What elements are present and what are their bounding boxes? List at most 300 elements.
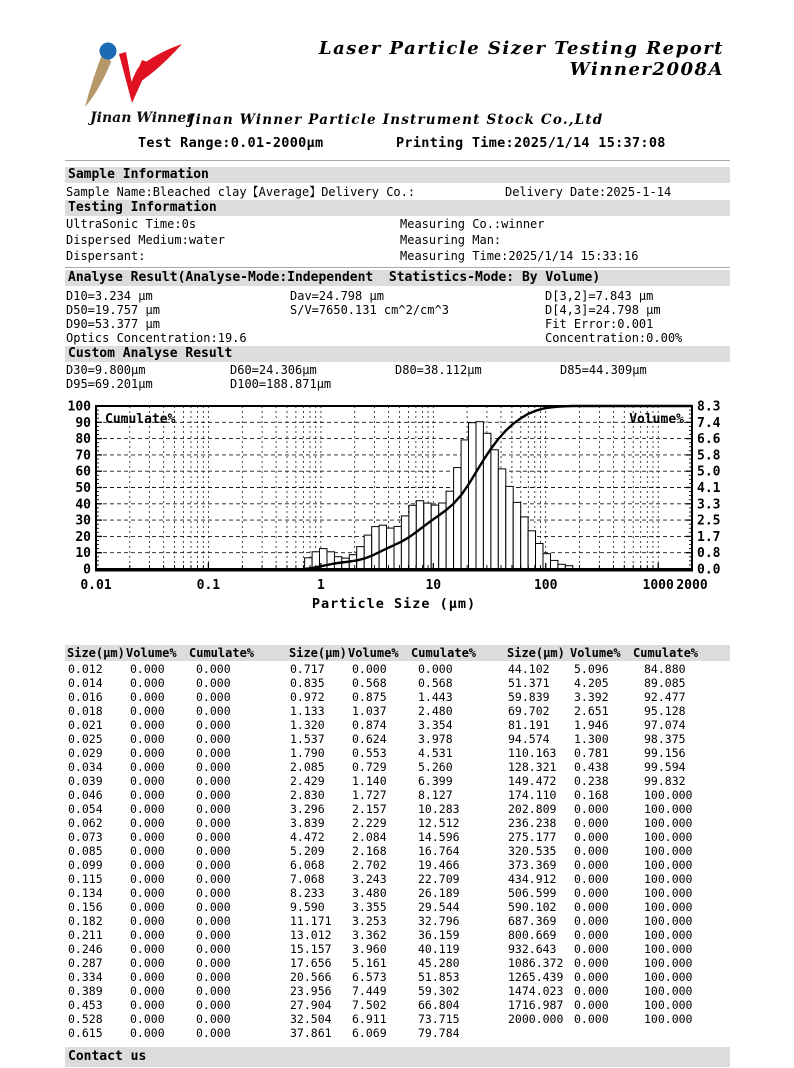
table-cell: 3.978 <box>418 732 453 746</box>
table-cell: 0.046 <box>68 788 103 802</box>
table-row <box>65 732 730 746</box>
table-cell: 17.656 <box>290 956 332 970</box>
table-cell: 100.000 <box>644 844 693 858</box>
d85-value: D85=44.309μm <box>560 363 647 377</box>
table-cell: 1.946 <box>574 718 609 732</box>
table-cell: 51.853 <box>418 970 460 984</box>
svg-text:5.0: 5.0 <box>697 464 721 480</box>
svg-text:1: 1 <box>316 578 325 593</box>
dav-value: Dav=24.798 μm <box>290 289 384 303</box>
dispersant: Dispersant: <box>66 249 146 263</box>
table-cell: 44.102 <box>508 662 550 676</box>
table-cell: 15.157 <box>290 942 332 956</box>
table-cell: 4.205 <box>574 676 609 690</box>
table-cell: 0.453 <box>68 998 103 1012</box>
table-row <box>65 746 730 760</box>
table-cell: 6.911 <box>352 1012 387 1026</box>
table-cell: 8.233 <box>290 886 325 900</box>
table-cell: 69.702 <box>508 704 550 718</box>
table-cell: 3.243 <box>352 872 387 886</box>
table-cell: 79.784 <box>418 1026 460 1040</box>
table-cell: 14.596 <box>418 830 460 844</box>
table-cell: 932.643 <box>508 942 557 956</box>
table-cell: 3.362 <box>352 928 387 942</box>
table-cell: 32.796 <box>418 914 460 928</box>
table-cell: 0.034 <box>68 760 103 774</box>
table-row <box>65 816 730 830</box>
table-cell: 0.000 <box>130 760 165 774</box>
table-cell: 1.300 <box>574 732 609 746</box>
table-cell: 5.096 <box>574 662 609 676</box>
table-cell: 0.000 <box>574 886 609 900</box>
table-cell: 0.000 <box>574 900 609 914</box>
table-row <box>65 928 730 942</box>
table-cell: 0.000 <box>130 984 165 998</box>
table-row <box>65 1012 730 1026</box>
table-cell: 0.615 <box>68 1026 103 1040</box>
measuring-man: Measuring Man: <box>400 233 502 247</box>
table-cell: 320.535 <box>508 844 557 858</box>
table-cell: 100.000 <box>644 956 693 970</box>
table-cell: 2.651 <box>574 704 609 718</box>
table-cell: 0.000 <box>130 774 165 788</box>
table-cell: 100.000 <box>644 998 693 1012</box>
table-cell: 0.000 <box>196 1012 231 1026</box>
table-cell: 0.000 <box>574 830 609 844</box>
svg-text:20: 20 <box>75 529 91 545</box>
test-range: Test Range:0.01-2000μm <box>138 135 324 151</box>
table-cell: 100.000 <box>644 1012 693 1026</box>
table-cell: 94.574 <box>508 732 550 746</box>
table-cell: 92.477 <box>644 690 686 704</box>
svg-text:8.3: 8.3 <box>697 399 721 415</box>
table-cell: 0.000 <box>130 1012 165 1026</box>
table-cell: 0.000 <box>130 886 165 900</box>
d10-value: D10=3.234 μm <box>66 289 153 303</box>
table-cell: 0.000 <box>196 788 231 802</box>
table-cell: 0.000 <box>130 788 165 802</box>
table-cell: 2.229 <box>352 816 387 830</box>
table-cell: 0.000 <box>130 690 165 704</box>
table-cell: 1086.372 <box>508 956 564 970</box>
table-row <box>65 984 730 998</box>
table-cell: 0.287 <box>68 956 103 970</box>
column-header: Size(μm) <box>507 646 565 660</box>
table-cell: 0.000 <box>196 956 231 970</box>
table-cell: 0.000 <box>130 844 165 858</box>
table-cell: 3.354 <box>418 718 453 732</box>
table-cell: 4.472 <box>290 830 325 844</box>
table-cell: 0.000 <box>196 970 231 984</box>
svg-text:90: 90 <box>75 415 91 431</box>
svg-text:Cumulate%: Cumulate% <box>105 412 176 427</box>
table-cell: 110.163 <box>508 746 557 760</box>
column-header: Cumulate% <box>411 646 477 660</box>
table-cell: 95.128 <box>644 704 686 718</box>
svg-text:Volume%: Volume% <box>629 412 684 427</box>
printing-time: Printing Time:2025/1/14 15:37:08 <box>396 135 666 151</box>
table-cell: 0.000 <box>574 858 609 872</box>
column-header: Volume% <box>570 646 621 660</box>
svg-text:30: 30 <box>75 513 91 529</box>
table-row <box>65 676 730 690</box>
table-row <box>65 956 730 970</box>
table-cell: 2000.000 <box>508 1012 564 1026</box>
table-cell: 0.553 <box>352 746 387 760</box>
column-header: Cumulate% <box>189 646 255 660</box>
table-cell: 3.392 <box>574 690 609 704</box>
table-cell: 0.000 <box>196 746 231 760</box>
d90-value: D90=53.377 μm <box>66 317 160 331</box>
table-cell: 0.000 <box>130 746 165 760</box>
svg-text:0.1: 0.1 <box>196 578 221 593</box>
table-cell: 3.839 <box>290 816 325 830</box>
svg-text:4.1: 4.1 <box>697 481 721 496</box>
table-cell: 51.371 <box>508 676 550 690</box>
table-cell: 1474.023 <box>508 984 564 998</box>
table-cell: 100.000 <box>644 970 693 984</box>
table-cell: 0.000 <box>130 732 165 746</box>
table-cell: 434.912 <box>508 872 557 886</box>
svg-text:3.3: 3.3 <box>697 497 721 513</box>
table-cell: 0.000 <box>196 760 231 774</box>
table-cell: 0.062 <box>68 816 103 830</box>
table-cell: 100.000 <box>644 816 693 830</box>
svg-text:2000: 2000 <box>676 578 708 593</box>
table-cell: 0.000 <box>574 872 609 886</box>
svg-text:50: 50 <box>75 481 91 496</box>
table-cell: 0.000 <box>196 774 231 788</box>
table-row <box>65 662 730 676</box>
table-cell: 7.502 <box>352 998 387 1012</box>
table-cell: 0.972 <box>290 690 325 704</box>
table-cell: 100.000 <box>644 802 693 816</box>
table-cell: 0.039 <box>68 774 103 788</box>
table-cell: 4.531 <box>418 746 453 760</box>
table-cell: 1.320 <box>290 718 325 732</box>
table-cell: 81.191 <box>508 718 550 732</box>
table-cell: 0.874 <box>352 718 387 732</box>
table-cell: 0.134 <box>68 886 103 900</box>
column-header: Volume% <box>126 646 177 660</box>
table-cell: 22.709 <box>418 872 460 886</box>
table-cell: 100.000 <box>644 830 693 844</box>
table-cell: 100.000 <box>644 942 693 956</box>
table-cell: 0.000 <box>130 942 165 956</box>
table-cell: 59.839 <box>508 690 550 704</box>
table-cell: 0.000 <box>196 928 231 942</box>
table-row <box>65 914 730 928</box>
optics-concentration: Optics Concentration:19.6 <box>66 331 247 345</box>
table-cell: 1.727 <box>352 788 387 802</box>
table-cell: 8.127 <box>418 788 453 802</box>
table-cell: 0.246 <box>68 942 103 956</box>
table-cell: 0.054 <box>68 802 103 816</box>
table-cell: 40.119 <box>418 942 460 956</box>
svg-text:1.7: 1.7 <box>697 529 721 545</box>
svg-text:70: 70 <box>75 448 91 464</box>
table-row <box>65 998 730 1012</box>
table-cell: 0.115 <box>68 872 103 886</box>
table-cell: 0.000 <box>574 998 609 1012</box>
table-cell: 45.280 <box>418 956 460 970</box>
svg-text:7.4: 7.4 <box>697 415 721 431</box>
table-cell: 0.568 <box>352 676 387 690</box>
table-cell: 13.012 <box>290 928 332 942</box>
table-cell: 2.084 <box>352 830 387 844</box>
table-cell: 0.000 <box>130 830 165 844</box>
table-row <box>65 872 730 886</box>
table-cell: 0.000 <box>130 662 165 676</box>
table-cell: 10.283 <box>418 802 460 816</box>
company-logo <box>70 36 188 112</box>
table-cell: 66.804 <box>418 998 460 1012</box>
table-cell: 0.568 <box>418 676 453 690</box>
table-cell: 1.537 <box>290 732 325 746</box>
table-cell: 100.000 <box>644 928 693 942</box>
table-cell: 1.140 <box>352 774 387 788</box>
table-cell: 7.449 <box>352 984 387 998</box>
table-cell: 0.000 <box>130 970 165 984</box>
table-cell: 0.000 <box>196 858 231 872</box>
table-cell: 128.321 <box>508 760 557 774</box>
table-cell: 0.168 <box>574 788 609 802</box>
table-cell: 100.000 <box>644 984 693 998</box>
table-cell: 1.443 <box>418 690 453 704</box>
column-header: Cumulate% <box>633 646 699 660</box>
section-header-custom-analyse-result: Custom Analyse Result <box>65 346 730 362</box>
table-cell: 3.296 <box>290 802 325 816</box>
sample-name: Sample Name:Bleached clay【Average】Delivery Co.: <box>66 185 416 199</box>
table-cell: 0.021 <box>68 718 103 732</box>
table-cell: 2.157 <box>352 802 387 816</box>
table-cell: 3.480 <box>352 886 387 900</box>
table-cell: 1.790 <box>290 746 325 760</box>
table-cell: 0.000 <box>574 1012 609 1026</box>
table-cell: 99.156 <box>644 746 686 760</box>
table-cell: 32.504 <box>290 1012 332 1026</box>
table-cell: 2.429 <box>290 774 325 788</box>
table-row <box>65 830 730 844</box>
svg-text:6.6: 6.6 <box>697 432 721 448</box>
table-row <box>65 774 730 788</box>
table-cell: 1.037 <box>352 704 387 718</box>
table-cell: 0.000 <box>130 872 165 886</box>
table-cell: 0.624 <box>352 732 387 746</box>
logo-red-swoosh <box>130 44 182 88</box>
svg-text:1000: 1000 <box>642 578 674 593</box>
d80-value: D80=38.112μm <box>395 363 482 377</box>
section-header-sample-information: Sample Information <box>65 167 730 183</box>
table-cell: 373.369 <box>508 858 557 872</box>
table-cell: 73.715 <box>418 1012 460 1026</box>
column-header: Volume% <box>348 646 399 660</box>
table-cell: 2.702 <box>352 858 387 872</box>
table-cell: 7.068 <box>290 872 325 886</box>
table-cell: 0.000 <box>130 676 165 690</box>
svg-text:100: 100 <box>67 399 91 415</box>
company-name: Jinan Winner Particle Instrument Stock Co.,Ltd <box>188 112 604 128</box>
table-cell: 506.599 <box>508 886 557 900</box>
table-cell: 0.000 <box>574 914 609 928</box>
d100-value: D100=188.871μm <box>230 377 332 391</box>
table-cell: 0.000 <box>196 732 231 746</box>
d30-value: D30=9.800μm <box>66 363 146 377</box>
svg-text:0.01: 0.01 <box>80 578 112 593</box>
table-row <box>65 704 730 718</box>
table-cell: 6.573 <box>352 970 387 984</box>
section-header-analyse-result: Analyse Result(Analyse-Mode:Independent Statistics-Mode: By Volume) <box>65 270 730 286</box>
table-cell: 6.399 <box>418 774 453 788</box>
delivery-date: Delivery Date:2025-1-14 <box>505 185 672 199</box>
table-cell: 0.211 <box>68 928 103 942</box>
table-cell: 0.000 <box>130 928 165 942</box>
table-row <box>65 942 730 956</box>
svg-text:80: 80 <box>75 432 91 448</box>
table-cell: 0.012 <box>68 662 103 676</box>
measuring-co: Measuring Co.:winner <box>400 217 545 231</box>
table-cell: 0.000 <box>130 802 165 816</box>
divider <box>65 267 730 268</box>
table-cell: 0.000 <box>196 718 231 732</box>
table-cell: 0.000 <box>130 718 165 732</box>
table-cell: 0.717 <box>290 662 325 676</box>
table-cell: 5.260 <box>418 760 453 774</box>
table-row <box>65 1026 730 1040</box>
table-cell: 0.000 <box>130 816 165 830</box>
table-cell: 275.177 <box>508 830 557 844</box>
table-cell: 0.000 <box>130 704 165 718</box>
d32-value: D[3,2]=7.843 μm <box>545 289 654 303</box>
table-cell: 0.000 <box>130 914 165 928</box>
svg-text:0.8: 0.8 <box>697 546 721 562</box>
svg-text:100: 100 <box>533 578 558 593</box>
table-cell: 0.016 <box>68 690 103 704</box>
table-row <box>65 886 730 900</box>
table-cell: 100.000 <box>644 872 693 886</box>
table-cell: 0.000 <box>574 984 609 998</box>
table-cell: 0.029 <box>68 746 103 760</box>
svg-text:Particle Size (μm): Particle Size (μm) <box>311 596 477 612</box>
table-cell: 0.000 <box>574 816 609 830</box>
table-cell: 0.000 <box>574 956 609 970</box>
svg-text:0: 0 <box>83 562 91 578</box>
table-cell: 236.238 <box>508 816 557 830</box>
table-cell: 800.669 <box>508 928 557 942</box>
concentration: Concentration:0.00% <box>545 331 683 345</box>
table-cell: 16.764 <box>418 844 460 858</box>
table-cell: 0.000 <box>196 886 231 900</box>
table-cell: 99.594 <box>644 760 686 774</box>
table-cell: 149.472 <box>508 774 557 788</box>
table-cell: 100.000 <box>644 914 693 928</box>
table-cell: 3.960 <box>352 942 387 956</box>
table-cell: 0.438 <box>574 760 609 774</box>
table-row <box>65 970 730 984</box>
table-cell: 1716.987 <box>508 998 564 1012</box>
table-cell: 0.000 <box>574 844 609 858</box>
measuring-time: Measuring Time:2025/1/14 15:33:16 <box>400 249 639 263</box>
table-cell: 29.544 <box>418 900 460 914</box>
table-cell: 0.099 <box>68 858 103 872</box>
table-cell: 27.904 <box>290 998 332 1012</box>
logo-caption: Jinan Winner <box>90 110 194 126</box>
table-cell: 2.830 <box>290 788 325 802</box>
divider <box>65 160 730 161</box>
table-cell: 0.000 <box>196 914 231 928</box>
table-cell: 9.590 <box>290 900 325 914</box>
dispersed-medium: Dispersed Medium:water <box>66 233 225 247</box>
table-cell: 0.000 <box>574 970 609 984</box>
table-cell: 0.000 <box>196 900 231 914</box>
table-cell: 6.068 <box>290 858 325 872</box>
table-cell: 3.253 <box>352 914 387 928</box>
svg-text:10: 10 <box>425 578 442 593</box>
table-cell: 0.835 <box>290 676 325 690</box>
table-cell: 0.014 <box>68 676 103 690</box>
table-cell: 0.000 <box>130 998 165 1012</box>
table-cell: 0.000 <box>196 816 231 830</box>
table-cell: 100.000 <box>644 858 693 872</box>
svg-text:2.5: 2.5 <box>697 513 721 529</box>
table-cell: 23.956 <box>290 984 332 998</box>
table-cell: 0.085 <box>68 844 103 858</box>
table-cell: 6.069 <box>352 1026 387 1040</box>
table-cell: 0.025 <box>68 732 103 746</box>
table-cell: 0.000 <box>196 984 231 998</box>
table-cell: 100.000 <box>644 788 693 802</box>
table-cell: 0.000 <box>130 900 165 914</box>
table-cell: 0.000 <box>130 1026 165 1040</box>
table-cell: 2.480 <box>418 704 453 718</box>
table-row <box>65 858 730 872</box>
sv-value: S/V=7650.131 cm^2/cm^3 <box>290 303 449 317</box>
table-cell: 174.110 <box>508 788 557 802</box>
table-cell: 0.000 <box>196 676 231 690</box>
table-cell: 0.000 <box>196 662 231 676</box>
logo-blue-dot <box>100 43 117 60</box>
table-cell: 0.000 <box>574 942 609 956</box>
table-cell: 0.238 <box>574 774 609 788</box>
table-row <box>65 788 730 802</box>
table-cell: 687.369 <box>508 914 557 928</box>
table-cell: 98.375 <box>644 732 686 746</box>
section-header-testing-information: Testing Information <box>65 200 730 216</box>
table-cell: 0.018 <box>68 704 103 718</box>
d95-value: D95=69.201μm <box>66 377 153 391</box>
report-title-line2: Winner2008A <box>569 59 724 80</box>
logo-tan-swoosh <box>85 52 111 107</box>
table-cell: 0.073 <box>68 830 103 844</box>
table-cell: 0.875 <box>352 690 387 704</box>
svg-text:0.0: 0.0 <box>697 562 721 578</box>
table-cell: 0.729 <box>352 760 387 774</box>
table-cell: 0.000 <box>196 998 231 1012</box>
svg-text:5.8: 5.8 <box>697 448 721 464</box>
table-row <box>65 760 730 774</box>
table-cell: 3.355 <box>352 900 387 914</box>
table-cell: 37.861 <box>290 1026 332 1040</box>
table-cell: 0.000 <box>418 662 453 676</box>
table-cell: 5.209 <box>290 844 325 858</box>
table-cell: 84.880 <box>644 662 686 676</box>
table-cell: 0.000 <box>196 942 231 956</box>
table-cell: 0.000 <box>130 858 165 872</box>
table-cell: 0.000 <box>196 704 231 718</box>
table-cell: 19.466 <box>418 858 460 872</box>
fit-error: Fit Error:0.001 <box>545 317 654 331</box>
table-cell: 0.000 <box>574 802 609 816</box>
